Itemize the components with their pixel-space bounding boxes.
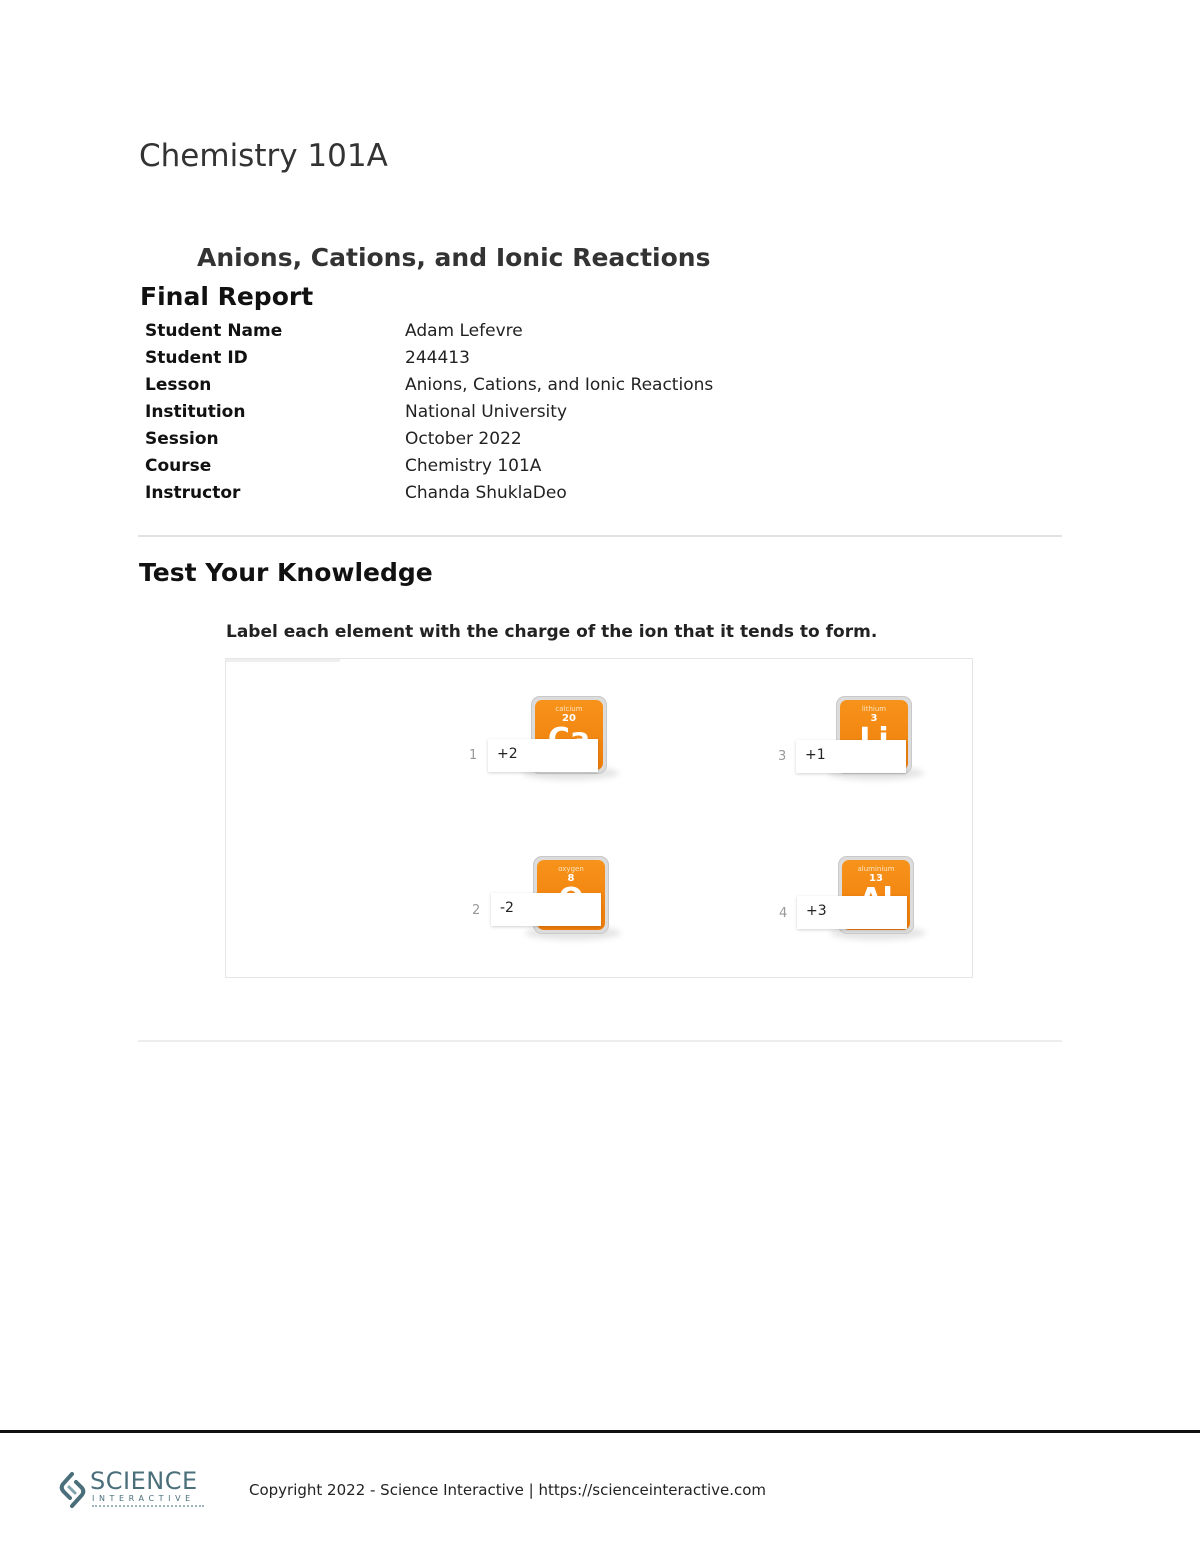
question-prompt: Label each element with the charge of the ion that it tends to form. (226, 622, 878, 642)
atomic-number: 8 (567, 873, 575, 884)
info-label: Session (145, 429, 219, 449)
info-label: Lesson (145, 375, 212, 395)
element-name: calcium (555, 705, 583, 713)
answer-label-1[interactable]: +2 (488, 739, 598, 772)
element-name: aluminium (857, 865, 895, 873)
info-row-course (145, 453, 845, 480)
info-row-student-name (145, 318, 845, 345)
info-row-institution (145, 399, 845, 426)
logo-word: SCIENCE (90, 1467, 198, 1495)
atomic-number: 3 (870, 713, 878, 724)
info-value: Adam Lefevre (405, 321, 523, 341)
atomic-number: 20 (562, 713, 576, 724)
info-row-instructor (145, 480, 845, 507)
info-label: Institution (145, 402, 246, 422)
info-label: Course (145, 456, 212, 476)
answer-label-3[interactable]: +1 (796, 740, 906, 773)
atomic-number: 13 (869, 873, 883, 884)
info-label: Instructor (145, 483, 241, 503)
report-info-table (145, 318, 845, 507)
section-heading: Test Your Knowledge (139, 558, 433, 587)
info-value: National University (405, 402, 567, 422)
answer-label-2[interactable]: -2 (491, 893, 601, 926)
info-row-session (145, 426, 845, 453)
info-value: October 2022 (405, 429, 522, 449)
info-label: Student Name (145, 321, 283, 341)
info-value: Anions, Cations, and Ionic Reactions (405, 375, 714, 395)
footer-rule (0, 1430, 1200, 1433)
element-name: oxygen (558, 865, 584, 873)
report-heading: Final Report (140, 282, 314, 311)
info-row-student-id (145, 345, 845, 372)
info-value: Chanda ShuklaDeo (405, 483, 567, 503)
logo-tagline (92, 1505, 204, 1511)
element-name: lithium (861, 705, 887, 713)
logo-mark-icon (58, 1470, 88, 1510)
copyright-text: Copyright 2022 - Science Interactive | https://scienceinteractive.com (249, 1481, 767, 1499)
info-value: Chemistry 101A (405, 456, 542, 476)
lesson-heading: Anions, Cations, and Ionic Reactions (197, 243, 711, 272)
section-divider-bottom (138, 1040, 1062, 1042)
drop-number: 1 (469, 748, 478, 763)
drop-number: 2 (472, 903, 481, 918)
course-title: Chemistry 101A (139, 138, 388, 174)
section-divider (138, 535, 1062, 537)
info-value: 244413 (405, 348, 470, 368)
info-row-lesson (145, 372, 845, 399)
drop-number: 4 (779, 906, 788, 921)
drop-number: 3 (778, 749, 787, 764)
labeling-activity (225, 658, 973, 978)
info-label: Student ID (145, 348, 248, 368)
answer-label-4[interactable]: +3 (797, 896, 907, 929)
logo-sub: INTERACTIVE (92, 1494, 195, 1503)
activity-tab (226, 659, 340, 662)
science-interactive-logo (58, 1468, 208, 1514)
